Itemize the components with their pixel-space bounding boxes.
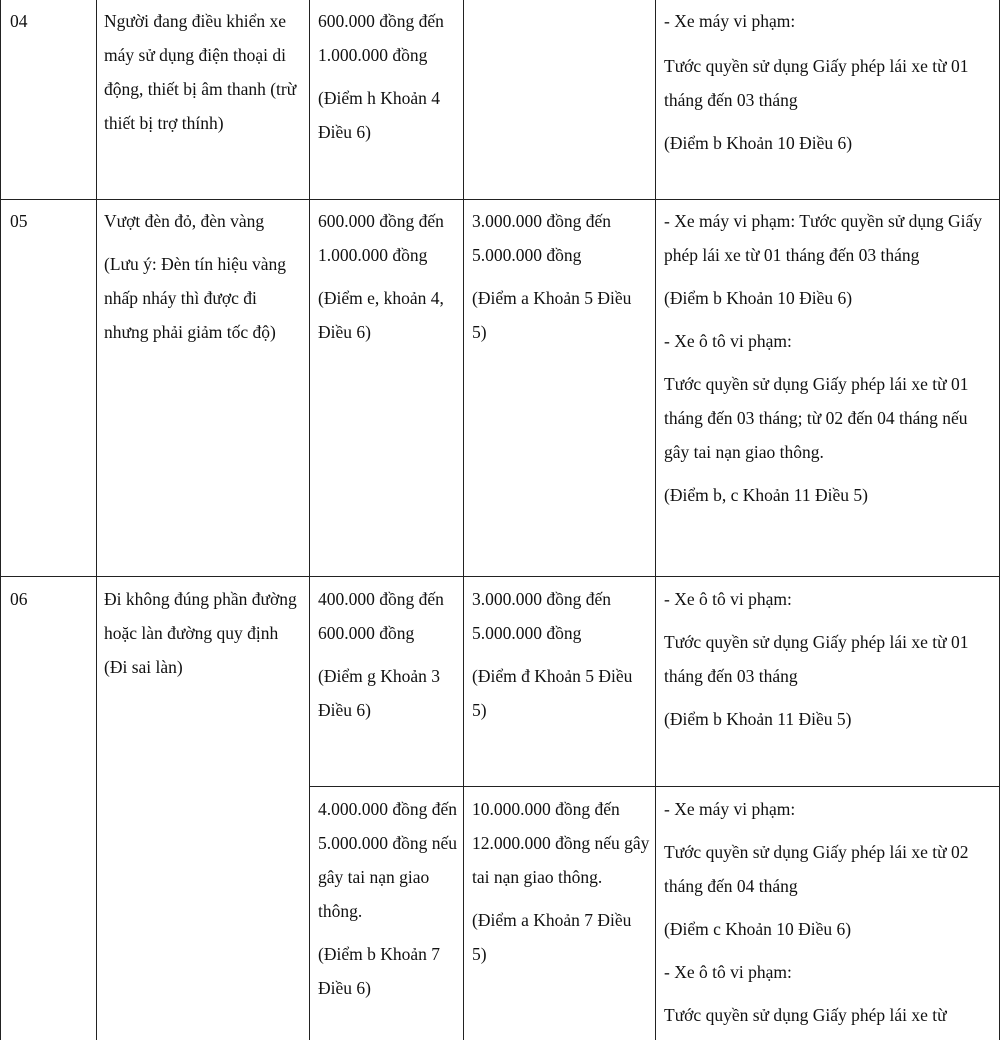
legal-reference: (Điểm h Khoản 4 Điều 6)	[318, 88, 440, 142]
legal-reference: (Điểm b Khoản 11 Điều 5)	[664, 709, 852, 729]
violation-text: Người đang điều khiển xe máy sử dụng điện thoại di động, thiết bị âm thanh (trừ thiết bị trợ thính)	[104, 11, 297, 133]
vehicle-label: - Xe ô tô vi phạm:	[664, 589, 792, 609]
table-border-left	[0, 0, 1, 1040]
legal-reference: (Điểm e, khoản 4, Điều 6)	[318, 288, 444, 342]
row-05-extra-penalty	[664, 204, 994, 521]
legal-reference: (Điểm g Khoản 3 Điều 6)	[318, 666, 440, 720]
row-04-number: 04	[10, 11, 28, 31]
fine-amount: 10.000.000 đồng đến 12.000.000 đồng nếu gây tai nạn giao thông.	[472, 799, 650, 887]
fine-amount: 4.000.000 đồng đến 5.000.000 đồng nếu gây tai nạn giao thông.	[318, 799, 458, 921]
row-06b-moto-fine	[318, 792, 460, 1014]
row-04-extra-penalty	[664, 4, 994, 169]
fine-amount: 400.000 đồng đến 600.000 đồng	[318, 589, 444, 643]
legal-reference: (Điểm c Khoản 10 Điều 6)	[664, 919, 852, 939]
column-divider-2	[309, 0, 310, 1040]
fine-amount: 600.000 đồng đến 1.000.000 đồng	[318, 211, 444, 265]
penalty-text: Tước quyền sử dụng Giấy phép lái xe từ 02 tháng đến 04 tháng	[664, 842, 969, 896]
penalty-text: - Xe máy vi phạm: Tước quyền sử dụng Giấy phép lái xe từ 01 tháng đến 03 tháng	[664, 211, 983, 265]
fine-amount: 600.000 đồng đến 1.000.000 đồng	[318, 11, 444, 65]
row-06b-car-fine	[472, 792, 650, 980]
column-divider-3	[463, 0, 464, 1040]
legal-reference: (Điểm đ Khoản 5 Điều 5)	[472, 666, 633, 720]
legal-reference: (Điểm a Khoản 7 Điều 5)	[472, 910, 632, 964]
row-06-extra-penalty	[664, 582, 994, 745]
fine-amount: 3.000.000 đồng đến 5.000.000 đồng	[472, 211, 612, 265]
row-divider-3	[309, 786, 1000, 787]
row-06-car-fine	[472, 582, 650, 736]
violation-text: Đi không đúng phần đường hoặc làn đường quy định (Đi sai làn)	[104, 589, 297, 677]
row-06-moto-fine	[318, 582, 460, 736]
row-06-number: 06	[10, 589, 28, 609]
penalty-text: Tước quyền sử dụng Giấy phép lái xe từ 01 tháng đến 03 tháng	[664, 632, 969, 686]
penalty-text: Tước quyền sử dụng Giấy phép lái xe từ 01 tháng đến 03 tháng	[664, 56, 969, 110]
row-05-car-fine	[472, 204, 650, 358]
violation-text: Vượt đèn đỏ, đèn vàng	[104, 211, 265, 231]
legal-reference: (Điểm b Khoản 10 Điều 6)	[664, 133, 853, 153]
legal-reference: (Điểm b Khoản 10 Điều 6)	[664, 288, 853, 308]
penalty-text: Tước quyền sử dụng Giấy phép lái xe từ	[664, 1005, 947, 1025]
row-05-number: 05	[10, 211, 28, 231]
vehicle-label: - Xe máy vi phạm:	[664, 799, 796, 819]
row-04-violation	[104, 4, 304, 149]
row-05-moto-fine	[318, 204, 460, 358]
vehicle-label: - Xe ô tô vi phạm:	[664, 331, 792, 351]
legal-reference: (Điểm a Khoản 5 Điều 5)	[472, 288, 632, 342]
column-divider-1	[96, 0, 97, 1040]
penalty-text: Tước quyền sử dụng Giấy phép lái xe từ 01 tháng đến 03 tháng; từ 02 đến 04 tháng nếu gây tai nạn giao thông.	[664, 374, 969, 462]
row-divider-1	[0, 199, 1000, 200]
row-05-violation	[104, 204, 304, 358]
row-04-moto-fine	[318, 4, 460, 158]
row-divider-2	[0, 576, 1000, 577]
vehicle-label: - Xe ô tô vi phạm:	[664, 962, 792, 982]
legal-reference: (Điểm b Khoản 7 Điều 6)	[318, 944, 440, 998]
row-06-violation	[104, 582, 304, 693]
legal-reference: (Điểm b, c Khoản 11 Điều 5)	[664, 485, 868, 505]
violation-note: (Lưu ý: Đèn tín hiệu vàng nhấp nháy thì được đi nhưng phải giảm tốc độ)	[104, 254, 287, 342]
vehicle-label: - Xe máy vi phạm:	[664, 11, 796, 31]
fine-amount: 3.000.000 đồng đến 5.000.000 đồng	[472, 589, 612, 643]
column-divider-4	[655, 0, 656, 1040]
row-06b-extra-penalty	[664, 792, 994, 1041]
